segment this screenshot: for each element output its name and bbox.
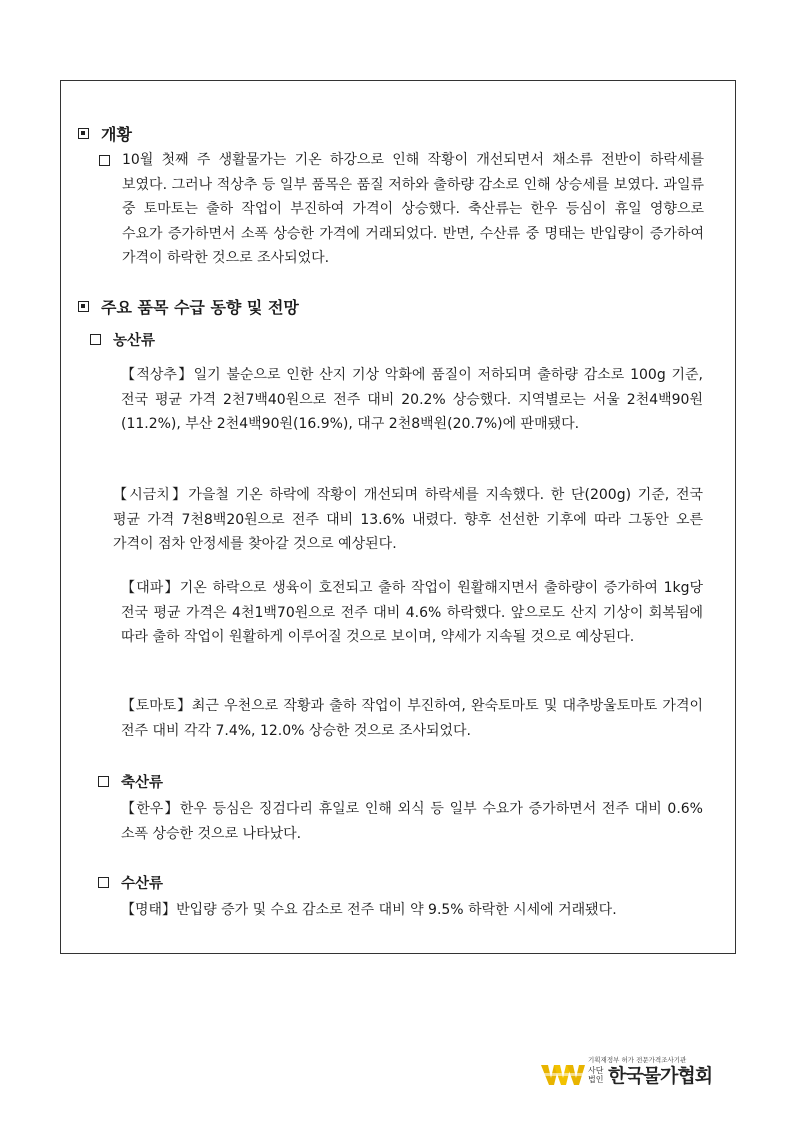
fishery-subheading: 수산류: [98, 872, 163, 893]
item-green-onion: 【대파】기온 하락으로 생육이 호전되고 출하 작업이 원활해지면서 출하량이 증가하여 1kg당 전국 평균 가격은 4천1백70원으로 전주 대비 4.6% 하락했다. 앞으로도 산지 기상이 회복됨에 따라 출하 작업이 원활하게 이루어질 것으로 보이며, 약세가 지속될 것으로 예상된다.: [121, 580, 703, 645]
item-lettuce: 【적상추】일기 불순으로 인한 산지 기상 악화에 품질이 저하되며 출하량 감소로 100g 기준, 전국 평균 가격 2천7백40원으로 전주 대비 20.2% 상승했다. 지역별로는 서울 2천4백90원(11.2%), 부산 2천4백90원(16.9%), 대구 2천8백원(20.7%)에 판매됐다.: [121, 367, 703, 432]
empty-square-bullet-icon: [98, 877, 109, 888]
kpa-emblem-icon: [541, 1061, 585, 1087]
item-pollack: 【명태】반입량 증가 및 수요 감소로 전주 대비 약 9.5% 하락한 시세에 거래됐다.: [121, 902, 617, 918]
item-spinach: 【시금치】가을철 기온 하락에 작황이 개선되며 하락세를 지속했다. 한 단(200g) 기준, 전국 평균 가격 7천8백20원으로 전주 대비 13.6% 내렸다. 향후 선선한 기후에 따라 그동안 오른 가격이 점차 안정세를 찾아갈 것으로 예상된다.: [113, 487, 703, 552]
empty-square-bullet-icon: [98, 776, 109, 787]
agri-subheading: 농산류: [90, 329, 155, 350]
filled-square-bullet-icon: [78, 128, 89, 139]
kpa-logo: 기획재정부 허가 전문가격조사기관 사단 법인 한국물가협회: [541, 1055, 739, 1089]
empty-square-bullet-icon: [90, 334, 101, 345]
item-tomato: 【토마토】최근 우천으로 작황과 출하 작업이 부진하여, 완숙토마토 및 대추방울토마토 가격이 전주 대비 각각 7.4%, 12.0% 상승한 것으로 조사되었다.: [121, 698, 703, 739]
item-hanwoo: 【한우】한우 등심은 징검다리 휴일로 인해 외식 등 일부 수요가 증가하면서 전주 대비 0.6% 소폭 상승한 것으로 나타났다.: [121, 801, 703, 842]
empty-square-bullet-icon: [99, 155, 110, 166]
livestock-subheading: 축산류: [98, 771, 163, 792]
trends-heading: 주요 품목 수급 동향 및 전망: [78, 295, 299, 318]
filled-square-bullet-icon: [78, 301, 89, 312]
overview-heading: 개황: [78, 122, 132, 145]
